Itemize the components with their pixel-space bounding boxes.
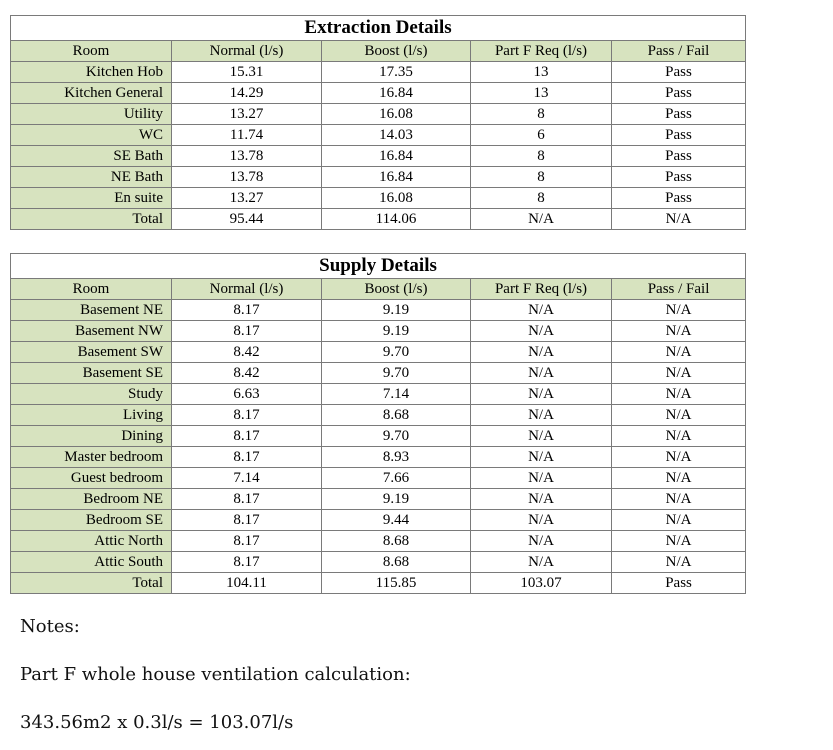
table-cell: N/A (471, 209, 612, 230)
table-cell: 17.35 (322, 62, 471, 83)
table-cell: Pass (612, 573, 746, 594)
room-name-cell: Kitchen Hob (11, 62, 172, 83)
table-cell: N/A (471, 552, 612, 573)
table-cell: 8.17 (172, 489, 322, 510)
notes-heading: Notes: (20, 616, 80, 637)
table-cell: Pass (612, 104, 746, 125)
table-cell: N/A (612, 426, 746, 447)
table-cell: 8.68 (322, 552, 471, 573)
table-cell: N/A (612, 468, 746, 489)
table-cell: N/A (471, 447, 612, 468)
room-name-cell: Master bedroom (11, 447, 172, 468)
table-row (11, 510, 746, 531)
table-header-row (11, 41, 746, 62)
notes-calculation-label: Part F whole house ventilation calculation: (20, 664, 411, 685)
table-cell: 9.19 (322, 321, 471, 342)
table-cell: Pass (612, 167, 746, 188)
table-cell: 9.44 (322, 510, 471, 531)
table-row (11, 342, 746, 363)
supply-details-table (10, 253, 746, 594)
table-cell: 7.14 (322, 384, 471, 405)
column-header: Part F Req (l/s) (471, 279, 612, 300)
table-row (11, 300, 746, 321)
table-row (11, 468, 746, 489)
room-name-cell: SE Bath (11, 146, 172, 167)
table-row (11, 531, 746, 552)
room-name-cell: Basement NE (11, 300, 172, 321)
table-cell: 16.84 (322, 167, 471, 188)
table-row (11, 363, 746, 384)
table-cell: Pass (612, 146, 746, 167)
table-cell: N/A (612, 531, 746, 552)
table-cell: 8.42 (172, 363, 322, 384)
column-header: Boost (l/s) (322, 279, 471, 300)
table-cell: 8.68 (322, 405, 471, 426)
table-cell: 16.84 (322, 146, 471, 167)
table-cell: 14.29 (172, 83, 322, 104)
table-cell: 8.17 (172, 321, 322, 342)
room-name-cell: Basement NW (11, 321, 172, 342)
table-cell: 8.17 (172, 510, 322, 531)
room-name-cell: Utility (11, 104, 172, 125)
table-cell: 8.17 (172, 300, 322, 321)
table-cell: N/A (471, 300, 612, 321)
table-cell: Pass (612, 62, 746, 83)
table-cell: 16.84 (322, 83, 471, 104)
table-row (11, 447, 746, 468)
supply-title: Supply Details (11, 254, 746, 279)
room-name-cell: Bedroom SE (11, 510, 172, 531)
room-name-cell: Basement SE (11, 363, 172, 384)
room-name-cell: Study (11, 384, 172, 405)
table-cell: 6.63 (172, 384, 322, 405)
column-header: Normal (l/s) (172, 41, 322, 62)
table-cell: N/A (471, 405, 612, 426)
table-row (11, 62, 746, 83)
table-cell: 14.03 (322, 125, 471, 146)
table-row (11, 552, 746, 573)
table-cell: 8 (471, 146, 612, 167)
table-cell: N/A (612, 363, 746, 384)
table-row (11, 167, 746, 188)
table-cell: 8.17 (172, 531, 322, 552)
table-cell: N/A (471, 468, 612, 489)
table-cell: 16.08 (322, 104, 471, 125)
table-cell: 103.07 (471, 573, 612, 594)
table-cell: 8.17 (172, 552, 322, 573)
table-cell: N/A (612, 552, 746, 573)
table-cell: N/A (612, 489, 746, 510)
column-header: Boost (l/s) (322, 41, 471, 62)
table-cell: 15.31 (172, 62, 322, 83)
room-name-cell: Dining (11, 426, 172, 447)
table-cell: 8.17 (172, 405, 322, 426)
table-cell: 9.19 (322, 489, 471, 510)
table-cell: 7.14 (172, 468, 322, 489)
room-name-cell: En suite (11, 188, 172, 209)
column-header: Room (11, 279, 172, 300)
table-cell: N/A (471, 321, 612, 342)
table-cell: N/A (471, 363, 612, 384)
table-cell: N/A (471, 489, 612, 510)
column-header: Pass / Fail (612, 41, 746, 62)
room-name-cell: Guest bedroom (11, 468, 172, 489)
table-cell: N/A (612, 447, 746, 468)
table-row (11, 146, 746, 167)
room-name-cell: NE Bath (11, 167, 172, 188)
table-row (11, 321, 746, 342)
column-header: Normal (l/s) (172, 279, 322, 300)
table-cell: N/A (612, 342, 746, 363)
table-row (11, 384, 746, 405)
table-cell: 104.11 (172, 573, 322, 594)
table-cell: 13.78 (172, 146, 322, 167)
table-cell: Pass (612, 188, 746, 209)
table-row (11, 188, 746, 209)
table-cell: 8.42 (172, 342, 322, 363)
table-cell: N/A (612, 405, 746, 426)
room-name-cell: Attic North (11, 531, 172, 552)
table-cell: 13.27 (172, 188, 322, 209)
table-cell: 8.93 (322, 447, 471, 468)
extraction-details-table (10, 15, 746, 230)
table-row (11, 573, 746, 594)
table-cell: 8.17 (172, 426, 322, 447)
table-cell: Pass (612, 125, 746, 146)
table-header-row (11, 279, 746, 300)
table-row (11, 83, 746, 104)
table-cell: 8 (471, 104, 612, 125)
table-cell: N/A (612, 510, 746, 531)
table-cell: 11.74 (172, 125, 322, 146)
table-cell: 9.70 (322, 342, 471, 363)
table-cell: 8 (471, 167, 612, 188)
notes-calculation-formula: 343.56m2 x 0.3l/s = 103.07l/s (20, 712, 294, 733)
table-row (11, 405, 746, 426)
table-cell: 8 (471, 188, 612, 209)
column-header: Part F Req (l/s) (471, 41, 612, 62)
table-cell: 9.70 (322, 363, 471, 384)
table-row (11, 426, 746, 447)
table-cell: N/A (471, 384, 612, 405)
table-row (11, 125, 746, 146)
table-cell: 6 (471, 125, 612, 146)
table-cell: 13.27 (172, 104, 322, 125)
column-header: Room (11, 41, 172, 62)
room-name-cell: Bedroom NE (11, 489, 172, 510)
table-cell: 13.78 (172, 167, 322, 188)
room-name-cell: Kitchen General (11, 83, 172, 104)
table-row (11, 104, 746, 125)
table-cell: 95.44 (172, 209, 322, 230)
room-name-cell: WC (11, 125, 172, 146)
table-cell: 7.66 (322, 468, 471, 489)
table-cell: 9.70 (322, 426, 471, 447)
table-row (11, 209, 746, 230)
table-cell: N/A (471, 531, 612, 552)
table-cell: N/A (612, 384, 746, 405)
table-cell: N/A (612, 209, 746, 230)
table-cell: 9.19 (322, 300, 471, 321)
table-cell: N/A (471, 426, 612, 447)
table-cell: 8.68 (322, 531, 471, 552)
room-name-cell: Attic South (11, 552, 172, 573)
table-row (11, 489, 746, 510)
room-name-cell: Total (11, 573, 172, 594)
table-cell: 114.06 (322, 209, 471, 230)
table-cell: 115.85 (322, 573, 471, 594)
table-cell: N/A (612, 300, 746, 321)
table-cell: 16.08 (322, 188, 471, 209)
room-name-cell: Living (11, 405, 172, 426)
table-cell: N/A (612, 321, 746, 342)
table-cell: 8.17 (172, 447, 322, 468)
table-cell: N/A (471, 510, 612, 531)
table-cell: 13 (471, 83, 612, 104)
column-header: Pass / Fail (612, 279, 746, 300)
room-name-cell: Total (11, 209, 172, 230)
table-cell: Pass (612, 83, 746, 104)
table-cell: N/A (471, 342, 612, 363)
room-name-cell: Basement SW (11, 342, 172, 363)
table-cell: 13 (471, 62, 612, 83)
extraction-title: Extraction Details (11, 16, 746, 41)
